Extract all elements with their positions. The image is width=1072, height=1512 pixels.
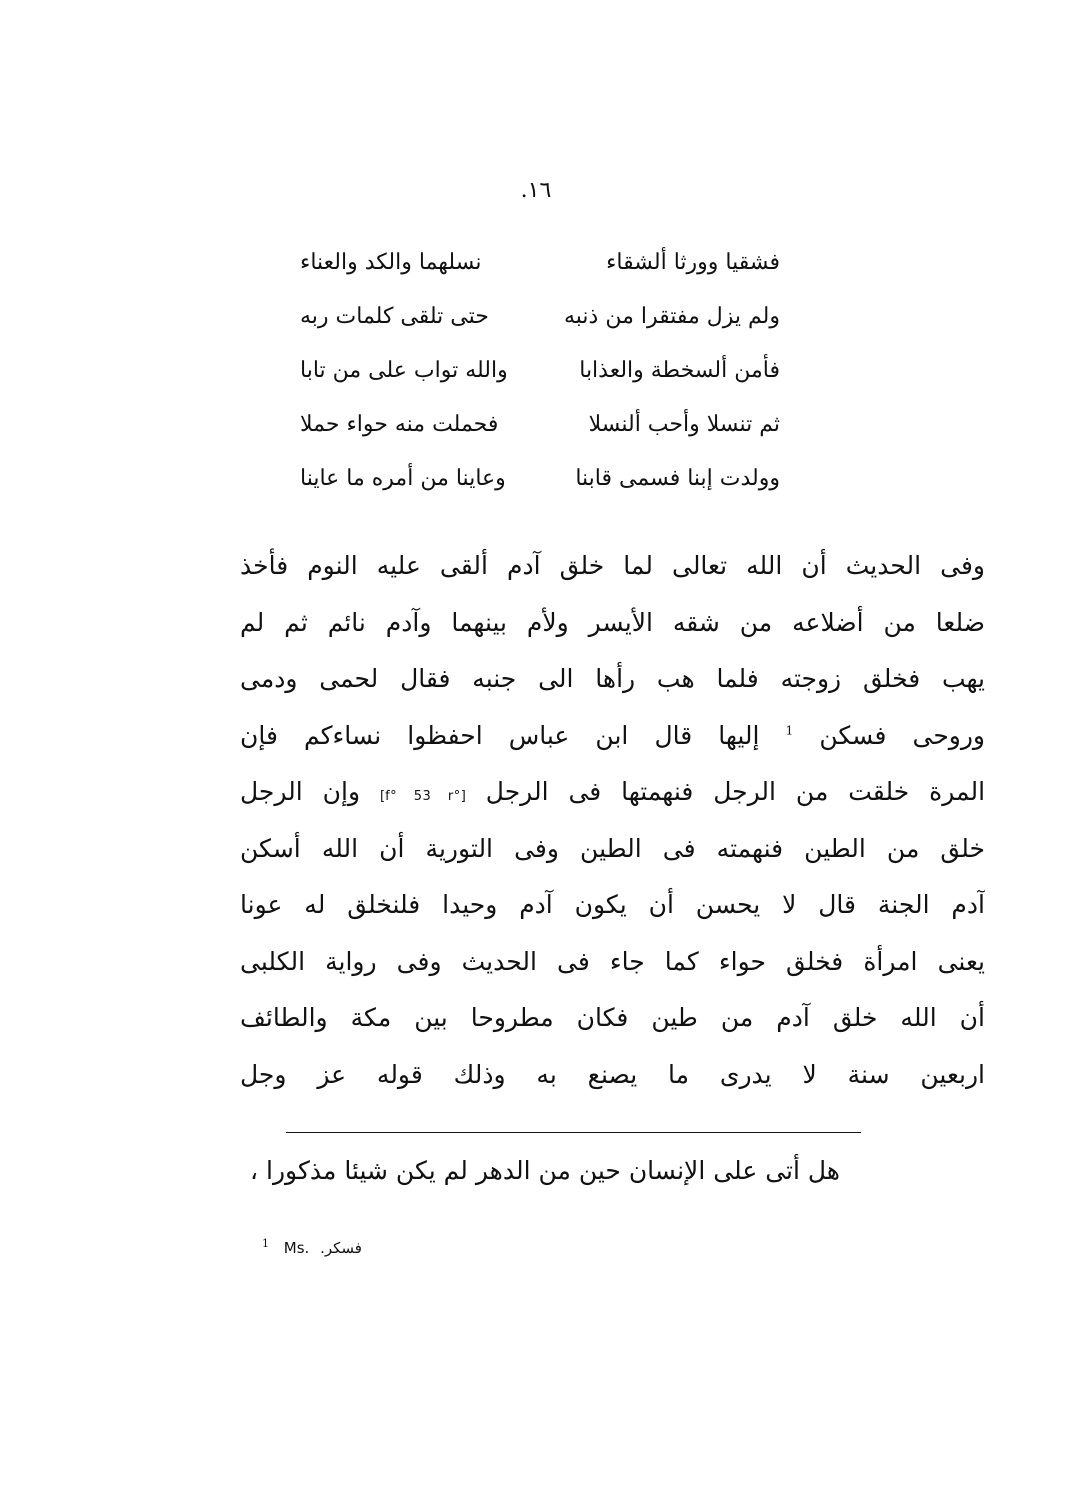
prose-line (240, 708, 985, 765)
verse (300, 344, 780, 398)
verse-second-hemistich: حتى تلقى كلمات ربه (300, 304, 489, 329)
footnote-reference: 1 (785, 723, 794, 738)
prose-line: اربعين سنة لا يدرى ما يصنع به وذلك قوله عز وجل (240, 1059, 985, 1089)
prose-line (240, 764, 985, 821)
verse-first-hemistich: ولم يزل مفتقرا من ذنبه (563, 304, 780, 329)
prose-line: وفى الحديث أن الله تعالى لما خلق آدم ألقى عليه النوم فأخذ (240, 551, 985, 580)
quotation-rule (286, 1132, 861, 1133)
prose-line: خلق من الطين فنهمته فى الطين وفى التورية أن الله أسكن (240, 833, 985, 863)
prose-text: المرة خلقت من الرجل فنهمتها فى الرجل (485, 777, 985, 806)
verse (300, 290, 780, 344)
prose-body (240, 538, 985, 1103)
folio-marker: [f° 53 r°] (380, 789, 466, 804)
verse-first-hemistich: فشقيا وورثا ألشقاء (606, 250, 780, 275)
verse (300, 236, 780, 290)
footnote (262, 1236, 362, 1260)
footnote-marker: 1 (262, 1237, 269, 1250)
prose-line: آدم الجنة قال لا يحسن أن يكون آدم وحيدا فلنخلق له عونا (240, 890, 985, 919)
verse-first-hemistich: فأمن ألسخطة والعذابا (579, 358, 780, 383)
page-number: ١٦. (520, 178, 552, 203)
verse-second-hemistich: وعاينا من أمره ما عاينا (300, 466, 506, 491)
verse (300, 452, 780, 506)
prose-line: يعنى امرأة فخلق حواء كما جاء فى الحديث وفى رواية الكلبى (240, 946, 985, 976)
verse-second-hemistich: نسلهما والكد والعناء (300, 250, 482, 275)
prose-text: وإن الرجل (240, 777, 361, 806)
prose-line: ضلعا من أضلاعه من شقه الأيسر ولأم بينهما وآدم نائم ثم لم (240, 607, 985, 637)
prose-line: يهب فخلق زوجته فلما هب رأها الى جنبه فقال لحمى ودمى (240, 664, 985, 693)
verse-second-hemistich: والله تواب على من تابا (300, 358, 508, 383)
verse-first-hemistich: ثم تنسلا وأحب ألنسلا (588, 412, 780, 437)
prose-text: وروحى فسكن (819, 720, 985, 750)
footnote-variant-reading: فسكر. (320, 1239, 362, 1257)
verse-first-hemistich: وولدت إبنا فسمى قابنا (575, 466, 780, 491)
footnote-ms-label: Ms. (283, 1239, 310, 1257)
prose-line: أن الله خلق آدم من طين فكان مطروحا بين مكة والطائف (240, 1003, 985, 1032)
poem (300, 236, 780, 506)
verse (300, 398, 780, 452)
verse-second-hemistich: فحملت منه حواء حملا (300, 412, 499, 437)
quran-quotation: هل أتى على الإنسان حين من الدهر لم يكن شيئا مذكورا ، (250, 1156, 840, 1185)
prose-text: إليها قال ابن عباس احفظوا نساءكم فإن (240, 720, 760, 750)
